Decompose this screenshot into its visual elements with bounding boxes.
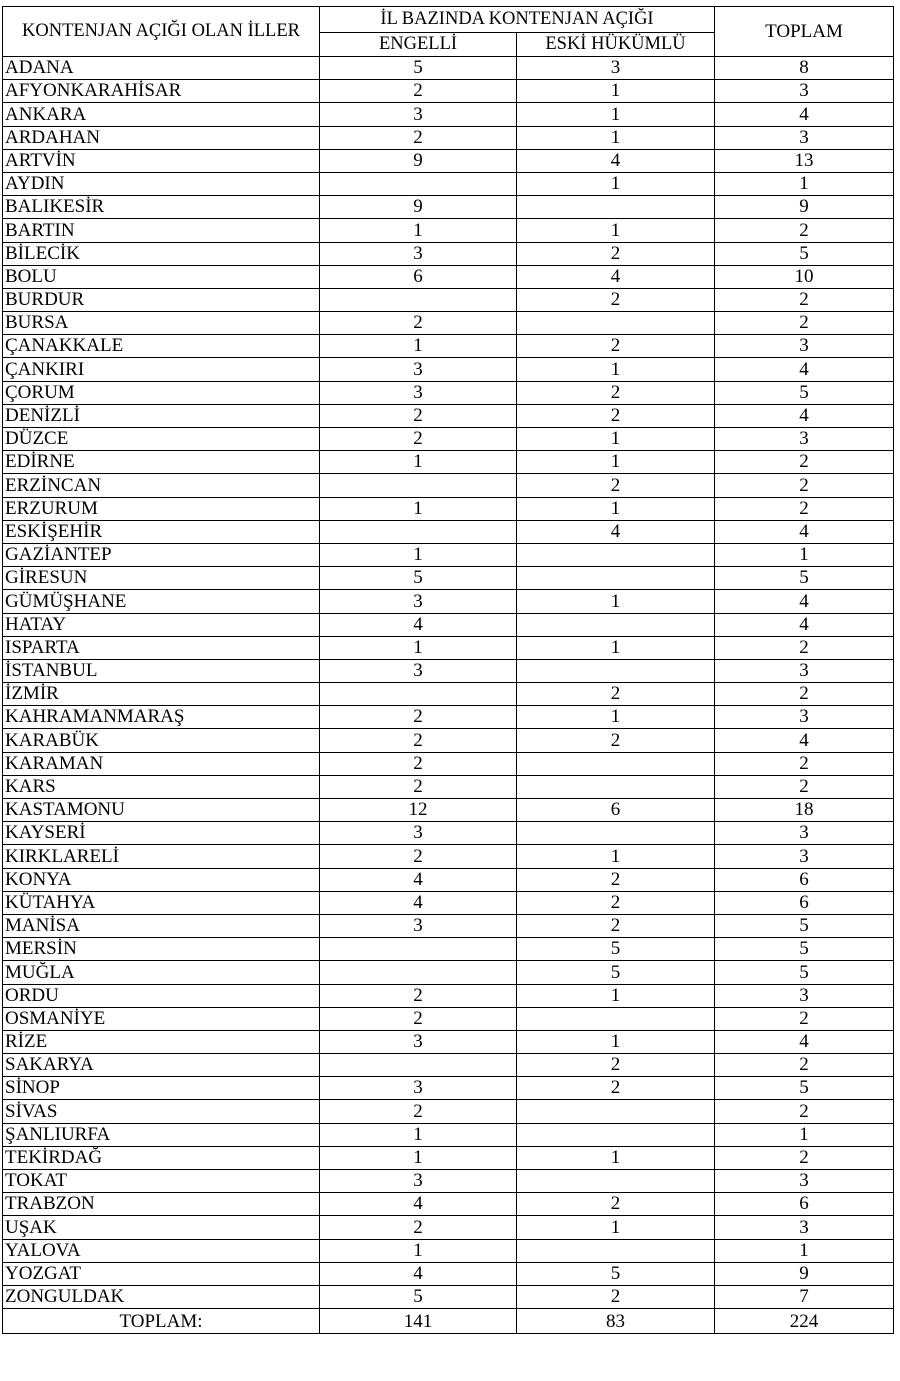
ex-convict-count bbox=[517, 613, 715, 636]
province-name: TEKİRDAĞ bbox=[3, 1146, 320, 1169]
ex-convict-count: 5 bbox=[517, 961, 715, 984]
ex-convict-count: 1 bbox=[517, 984, 715, 1007]
ex-convict-count: 1 bbox=[517, 706, 715, 729]
ex-convict-count: 6 bbox=[517, 799, 715, 822]
ex-convict-count: 1 bbox=[517, 1216, 715, 1239]
ex-convict-count: 1 bbox=[517, 428, 715, 451]
ex-convict-count bbox=[517, 1123, 715, 1146]
disabled-column-header: ENGELLİ bbox=[320, 33, 517, 57]
province-name: TOKAT bbox=[3, 1170, 320, 1193]
total-count: 3 bbox=[715, 1170, 894, 1193]
ex-convict-count bbox=[517, 543, 715, 566]
total-count: 3 bbox=[715, 80, 894, 103]
table-header bbox=[3, 7, 894, 57]
province-name: DENİZLİ bbox=[3, 404, 320, 427]
table-row bbox=[3, 1100, 894, 1123]
table-row bbox=[3, 149, 894, 172]
deficit-group-header: İL BAZINDA KONTENJAN AÇIĞI bbox=[320, 7, 715, 33]
total-disabled: 141 bbox=[320, 1309, 517, 1334]
disabled-count: 2 bbox=[320, 752, 517, 775]
ex-convict-count: 1 bbox=[517, 1030, 715, 1053]
ex-convict-count: 4 bbox=[517, 265, 715, 288]
disabled-count: 2 bbox=[320, 775, 517, 798]
disabled-count: 1 bbox=[320, 543, 517, 566]
table-row bbox=[3, 288, 894, 311]
disabled-count bbox=[320, 683, 517, 706]
total-count: 3 bbox=[715, 428, 894, 451]
disabled-count: 2 bbox=[320, 404, 517, 427]
disabled-count: 2 bbox=[320, 729, 517, 752]
disabled-count: 2 bbox=[320, 984, 517, 1007]
total-count: 2 bbox=[715, 775, 894, 798]
disabled-count bbox=[320, 520, 517, 543]
ex-convict-count: 1 bbox=[517, 845, 715, 868]
table-row bbox=[3, 497, 894, 520]
province-name: ERZİNCAN bbox=[3, 474, 320, 497]
province-name: EDİRNE bbox=[3, 451, 320, 474]
total-count: 4 bbox=[715, 358, 894, 381]
disabled-count: 1 bbox=[320, 497, 517, 520]
table-row bbox=[3, 845, 894, 868]
province-name: KARABÜK bbox=[3, 729, 320, 752]
table-row bbox=[3, 752, 894, 775]
total-count: 3 bbox=[715, 126, 894, 149]
table-row bbox=[3, 219, 894, 242]
disabled-count: 3 bbox=[320, 358, 517, 381]
province-name: GİRESUN bbox=[3, 567, 320, 590]
ex-convict-count bbox=[517, 312, 715, 335]
table-row bbox=[3, 729, 894, 752]
disabled-count: 9 bbox=[320, 149, 517, 172]
province-name: HATAY bbox=[3, 613, 320, 636]
ex-convict-count: 2 bbox=[517, 381, 715, 404]
table-row bbox=[3, 172, 894, 195]
table-row bbox=[3, 335, 894, 358]
province-name: İSTANBUL bbox=[3, 659, 320, 682]
disabled-count: 3 bbox=[320, 914, 517, 937]
total-count: 13 bbox=[715, 149, 894, 172]
ex-convict-count: 1 bbox=[517, 451, 715, 474]
province-name: AFYONKARAHİSAR bbox=[3, 80, 320, 103]
ex-convict-count: 2 bbox=[517, 335, 715, 358]
table-row bbox=[3, 961, 894, 984]
ex-convict-count: 1 bbox=[517, 497, 715, 520]
total-count: 9 bbox=[715, 196, 894, 219]
province-name: ZONGULDAK bbox=[3, 1285, 320, 1308]
province-name: KAYSERİ bbox=[3, 822, 320, 845]
ex-convict-count: 1 bbox=[517, 172, 715, 195]
total-count: 2 bbox=[715, 1100, 894, 1123]
table-row bbox=[3, 567, 894, 590]
total-count: 4 bbox=[715, 520, 894, 543]
total-count: 2 bbox=[715, 752, 894, 775]
table-row bbox=[3, 799, 894, 822]
table-row bbox=[3, 242, 894, 265]
disabled-count: 3 bbox=[320, 1030, 517, 1053]
disabled-count bbox=[320, 1054, 517, 1077]
province-name: MERSİN bbox=[3, 938, 320, 961]
ex-convict-count: 4 bbox=[517, 520, 715, 543]
disabled-count: 2 bbox=[320, 1100, 517, 1123]
table-row bbox=[3, 381, 894, 404]
table-row bbox=[3, 1193, 894, 1216]
disabled-count: 5 bbox=[320, 567, 517, 590]
ex-convict-count: 2 bbox=[517, 891, 715, 914]
province-name: ANKARA bbox=[3, 103, 320, 126]
disabled-count bbox=[320, 938, 517, 961]
disabled-count bbox=[320, 288, 517, 311]
total-column-header: TOPLAM bbox=[715, 7, 894, 57]
disabled-count: 3 bbox=[320, 1077, 517, 1100]
ex-convict-count bbox=[517, 1100, 715, 1123]
total-count: 10 bbox=[715, 265, 894, 288]
province-name: ESKİŞEHİR bbox=[3, 520, 320, 543]
province-name: KAHRAMANMARAŞ bbox=[3, 706, 320, 729]
total-count: 2 bbox=[715, 636, 894, 659]
disabled-count: 1 bbox=[320, 219, 517, 242]
table-row bbox=[3, 312, 894, 335]
table-row bbox=[3, 613, 894, 636]
province-name: DÜZCE bbox=[3, 428, 320, 451]
quota-deficit-table bbox=[2, 6, 894, 1334]
table-row bbox=[3, 103, 894, 126]
total-count: 5 bbox=[715, 242, 894, 265]
province-name: MANİSA bbox=[3, 914, 320, 937]
ex-convict-count bbox=[517, 752, 715, 775]
disabled-count: 2 bbox=[320, 1007, 517, 1030]
province-name: ORDU bbox=[3, 984, 320, 1007]
disabled-count: 4 bbox=[320, 891, 517, 914]
disabled-count: 2 bbox=[320, 845, 517, 868]
table-row bbox=[3, 1285, 894, 1308]
province-name: ÇANAKKALE bbox=[3, 335, 320, 358]
ex-convict-count: 1 bbox=[517, 636, 715, 659]
total-count: 2 bbox=[715, 1146, 894, 1169]
ex-convict-count: 2 bbox=[517, 868, 715, 891]
total-count: 3 bbox=[715, 845, 894, 868]
province-name: ISPARTA bbox=[3, 636, 320, 659]
disabled-count: 1 bbox=[320, 451, 517, 474]
total-count: 5 bbox=[715, 961, 894, 984]
quota-document bbox=[2, 6, 894, 1334]
table-row bbox=[3, 1146, 894, 1169]
total-count: 2 bbox=[715, 451, 894, 474]
disabled-count: 2 bbox=[320, 312, 517, 335]
table-row bbox=[3, 706, 894, 729]
disabled-count: 3 bbox=[320, 381, 517, 404]
disabled-count: 5 bbox=[320, 1285, 517, 1308]
table-row bbox=[3, 659, 894, 682]
total-count: 2 bbox=[715, 474, 894, 497]
province-name: BALIKESİR bbox=[3, 196, 320, 219]
disabled-count: 1 bbox=[320, 1239, 517, 1262]
province-name: BURDUR bbox=[3, 288, 320, 311]
province-name: KIRKLARELİ bbox=[3, 845, 320, 868]
province-name: OSMANİYE bbox=[3, 1007, 320, 1030]
ex-convict-count bbox=[517, 1007, 715, 1030]
table-row bbox=[3, 474, 894, 497]
disabled-count: 4 bbox=[320, 613, 517, 636]
ex-convict-count: 1 bbox=[517, 126, 715, 149]
province-name: UŞAK bbox=[3, 1216, 320, 1239]
disabled-count: 2 bbox=[320, 1216, 517, 1239]
disabled-count: 1 bbox=[320, 1123, 517, 1146]
ex-convict-count: 2 bbox=[517, 242, 715, 265]
ex-convict-count: 2 bbox=[517, 288, 715, 311]
ex-convict-count: 2 bbox=[517, 914, 715, 937]
total-count: 1 bbox=[715, 1123, 894, 1146]
province-name: GAZİANTEP bbox=[3, 543, 320, 566]
total-label: TOPLAM: bbox=[3, 1309, 320, 1334]
ex-convict-count: 2 bbox=[517, 1077, 715, 1100]
ex-convict-count: 3 bbox=[517, 57, 715, 80]
total-ex-convict: 83 bbox=[517, 1309, 715, 1334]
table-row bbox=[3, 57, 894, 80]
disabled-count: 1 bbox=[320, 335, 517, 358]
table-row bbox=[3, 868, 894, 891]
table-row bbox=[3, 265, 894, 288]
total-count: 3 bbox=[715, 822, 894, 845]
disabled-count: 2 bbox=[320, 428, 517, 451]
table-row bbox=[3, 891, 894, 914]
disabled-count: 3 bbox=[320, 103, 517, 126]
ex-convict-count: 1 bbox=[517, 1146, 715, 1169]
disabled-count: 1 bbox=[320, 636, 517, 659]
province-name: KASTAMONU bbox=[3, 799, 320, 822]
province-name: SİNOP bbox=[3, 1077, 320, 1100]
table-row bbox=[3, 358, 894, 381]
disabled-count: 6 bbox=[320, 265, 517, 288]
total-count: 5 bbox=[715, 938, 894, 961]
provinces-column-header: KONTENJAN AÇIĞI OLAN İLLER bbox=[3, 7, 320, 57]
table-row bbox=[3, 590, 894, 613]
disabled-count: 4 bbox=[320, 1193, 517, 1216]
total-count: 5 bbox=[715, 567, 894, 590]
total-count: 4 bbox=[715, 729, 894, 752]
table-row bbox=[3, 822, 894, 845]
total-sum: 224 bbox=[715, 1309, 894, 1334]
ex-convict-count: 2 bbox=[517, 474, 715, 497]
table-row bbox=[3, 914, 894, 937]
province-name: BİLECİK bbox=[3, 242, 320, 265]
total-count: 2 bbox=[715, 1054, 894, 1077]
province-name: ARDAHAN bbox=[3, 126, 320, 149]
disabled-count bbox=[320, 172, 517, 195]
disabled-count bbox=[320, 474, 517, 497]
ex-convict-column-header: ESKİ HÜKÜMLÜ bbox=[517, 33, 715, 57]
total-count: 2 bbox=[715, 683, 894, 706]
table-row bbox=[3, 1077, 894, 1100]
ex-convict-count: 1 bbox=[517, 80, 715, 103]
province-name: MUĞLA bbox=[3, 961, 320, 984]
total-count: 1 bbox=[715, 172, 894, 195]
disabled-count: 3 bbox=[320, 822, 517, 845]
province-name: SAKARYA bbox=[3, 1054, 320, 1077]
ex-convict-count: 2 bbox=[517, 1285, 715, 1308]
total-row bbox=[3, 1309, 894, 1334]
ex-convict-count: 1 bbox=[517, 219, 715, 242]
total-count: 4 bbox=[715, 1030, 894, 1053]
ex-convict-count: 2 bbox=[517, 1054, 715, 1077]
disabled-count bbox=[320, 961, 517, 984]
province-name: AYDIN bbox=[3, 172, 320, 195]
disabled-count: 12 bbox=[320, 799, 517, 822]
total-count: 1 bbox=[715, 1239, 894, 1262]
table-row bbox=[3, 520, 894, 543]
disabled-count: 4 bbox=[320, 868, 517, 891]
total-count: 5 bbox=[715, 381, 894, 404]
disabled-count: 4 bbox=[320, 1262, 517, 1285]
disabled-count: 2 bbox=[320, 80, 517, 103]
total-count: 5 bbox=[715, 1077, 894, 1100]
ex-convict-count: 2 bbox=[517, 729, 715, 752]
province-name: KÜTAHYA bbox=[3, 891, 320, 914]
total-count: 4 bbox=[715, 103, 894, 126]
ex-convict-count bbox=[517, 659, 715, 682]
table-row bbox=[3, 1030, 894, 1053]
disabled-count: 3 bbox=[320, 242, 517, 265]
province-name: RİZE bbox=[3, 1030, 320, 1053]
province-name: İZMİR bbox=[3, 683, 320, 706]
table-row bbox=[3, 451, 894, 474]
total-count: 3 bbox=[715, 984, 894, 1007]
disabled-count: 9 bbox=[320, 196, 517, 219]
province-name: BOLU bbox=[3, 265, 320, 288]
table-row bbox=[3, 1170, 894, 1193]
province-name: ÇORUM bbox=[3, 381, 320, 404]
province-name: ERZURUM bbox=[3, 497, 320, 520]
table-row bbox=[3, 1123, 894, 1146]
ex-convict-count bbox=[517, 1170, 715, 1193]
total-count: 3 bbox=[715, 706, 894, 729]
table-row bbox=[3, 196, 894, 219]
disabled-count: 5 bbox=[320, 57, 517, 80]
table-row bbox=[3, 683, 894, 706]
province-name: YALOVA bbox=[3, 1239, 320, 1262]
ex-convict-count: 5 bbox=[517, 1262, 715, 1285]
ex-convict-count: 1 bbox=[517, 358, 715, 381]
province-name: KARAMAN bbox=[3, 752, 320, 775]
ex-convict-count bbox=[517, 822, 715, 845]
total-count: 5 bbox=[715, 914, 894, 937]
table-row bbox=[3, 543, 894, 566]
total-count: 3 bbox=[715, 335, 894, 358]
table-row bbox=[3, 1216, 894, 1239]
table-row bbox=[3, 404, 894, 427]
ex-convict-count: 5 bbox=[517, 938, 715, 961]
ex-convict-count: 4 bbox=[517, 149, 715, 172]
disabled-count: 3 bbox=[320, 659, 517, 682]
province-name: BURSA bbox=[3, 312, 320, 335]
ex-convict-count: 2 bbox=[517, 1193, 715, 1216]
province-name: TRABZON bbox=[3, 1193, 320, 1216]
table-row bbox=[3, 1054, 894, 1077]
table-row bbox=[3, 938, 894, 961]
total-count: 4 bbox=[715, 404, 894, 427]
total-count: 6 bbox=[715, 868, 894, 891]
ex-convict-count bbox=[517, 196, 715, 219]
disabled-count: 2 bbox=[320, 126, 517, 149]
province-name: YOZGAT bbox=[3, 1262, 320, 1285]
table-row bbox=[3, 984, 894, 1007]
total-count: 4 bbox=[715, 590, 894, 613]
province-name: KARS bbox=[3, 775, 320, 798]
table-row bbox=[3, 636, 894, 659]
ex-convict-count: 1 bbox=[517, 103, 715, 126]
table-row bbox=[3, 428, 894, 451]
ex-convict-count: 2 bbox=[517, 683, 715, 706]
total-count: 2 bbox=[715, 219, 894, 242]
total-count: 9 bbox=[715, 1262, 894, 1285]
table-row bbox=[3, 1262, 894, 1285]
total-count: 2 bbox=[715, 312, 894, 335]
ex-convict-count: 1 bbox=[517, 590, 715, 613]
disabled-count: 1 bbox=[320, 1146, 517, 1169]
disabled-count: 3 bbox=[320, 590, 517, 613]
table-row bbox=[3, 775, 894, 798]
table-row bbox=[3, 80, 894, 103]
table-body bbox=[3, 57, 894, 1309]
total-count: 3 bbox=[715, 1216, 894, 1239]
province-name: GÜMÜŞHANE bbox=[3, 590, 320, 613]
table-row bbox=[3, 126, 894, 149]
total-count: 2 bbox=[715, 1007, 894, 1030]
total-count: 7 bbox=[715, 1285, 894, 1308]
province-name: ŞANLIURFA bbox=[3, 1123, 320, 1146]
total-count: 1 bbox=[715, 543, 894, 566]
table-row bbox=[3, 1007, 894, 1030]
province-name: ARTVİN bbox=[3, 149, 320, 172]
ex-convict-count bbox=[517, 775, 715, 798]
total-count: 6 bbox=[715, 1193, 894, 1216]
ex-convict-count bbox=[517, 567, 715, 590]
disabled-count: 3 bbox=[320, 1170, 517, 1193]
table-row bbox=[3, 1239, 894, 1262]
province-name: KONYA bbox=[3, 868, 320, 891]
ex-convict-count bbox=[517, 1239, 715, 1262]
total-count: 3 bbox=[715, 659, 894, 682]
total-count: 6 bbox=[715, 891, 894, 914]
ex-convict-count: 2 bbox=[517, 404, 715, 427]
disabled-count: 2 bbox=[320, 706, 517, 729]
province-name: ADANA bbox=[3, 57, 320, 80]
total-count: 8 bbox=[715, 57, 894, 80]
total-count: 18 bbox=[715, 799, 894, 822]
province-name: BARTIN bbox=[3, 219, 320, 242]
total-count: 2 bbox=[715, 288, 894, 311]
province-name: SİVAS bbox=[3, 1100, 320, 1123]
total-count: 2 bbox=[715, 497, 894, 520]
province-name: ÇANKIRI bbox=[3, 358, 320, 381]
total-count: 4 bbox=[715, 613, 894, 636]
